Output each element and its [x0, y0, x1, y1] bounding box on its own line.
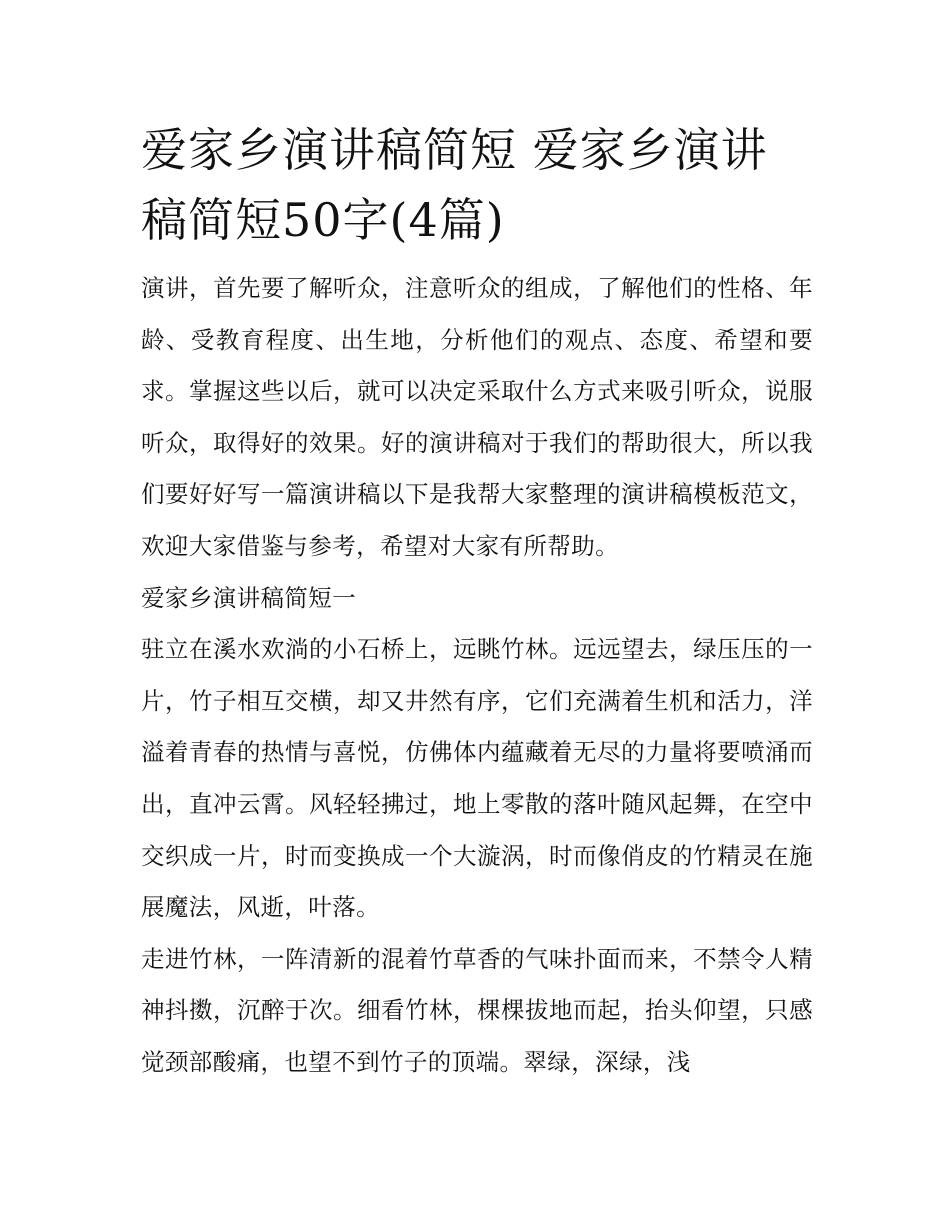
- body-paragraph-2: 走进竹林，一阵清新的混着竹草香的气味扑面而来，不禁令人精神抖擞，沉醉于次。细看竹林，棵棵拔地而起，抬头仰望，只感觉颈部酸痛，也望不到竹子的顶端。翠绿，深绿，浅: [141, 944, 813, 1076]
- body-paragraph-1: 驻立在溪水欢淌的小石桥上，远眺竹林。远远望去，绿压压的一片，竹子相互交横，却又井然有序，它们充满着生机和活力，洋溢着青春的热情与喜悦，仿佛体内蕴藏着无尽的力量将要喷涌而出，直冲云霄。风轻轻拂过，地上零散的落叶随风起舞，在空中交织成一片，时而变换成一个大漩涡，时而像俏皮的竹精灵在施展魔法，风逝，叶落。: [141, 635, 813, 922]
- section-heading: 爱家乡演讲稿简短一: [141, 583, 357, 612]
- document-title: 爱家乡演讲稿简短 爱家乡演讲稿简短50字(4篇): [141, 123, 768, 247]
- document-page: [141, 115, 813, 1089]
- document-body: [141, 263, 813, 1089]
- intro-paragraph: 演讲，首先要了解听众，注意听众的组成，了解他们的性格、年龄、受教育程度、出生地，分析他们的观点、态度、希望和要求。掌握这些以后，就可以决定采取什么方式来吸引听众，说服听众，取得好的效果。好的演讲稿对于我们的帮助很大，所以我们要好好写一篇演讲稿以下是我帮大家整理的演讲稿模板范文，欢迎大家借鉴与参考，希望对大家有所帮助。: [141, 274, 813, 560]
